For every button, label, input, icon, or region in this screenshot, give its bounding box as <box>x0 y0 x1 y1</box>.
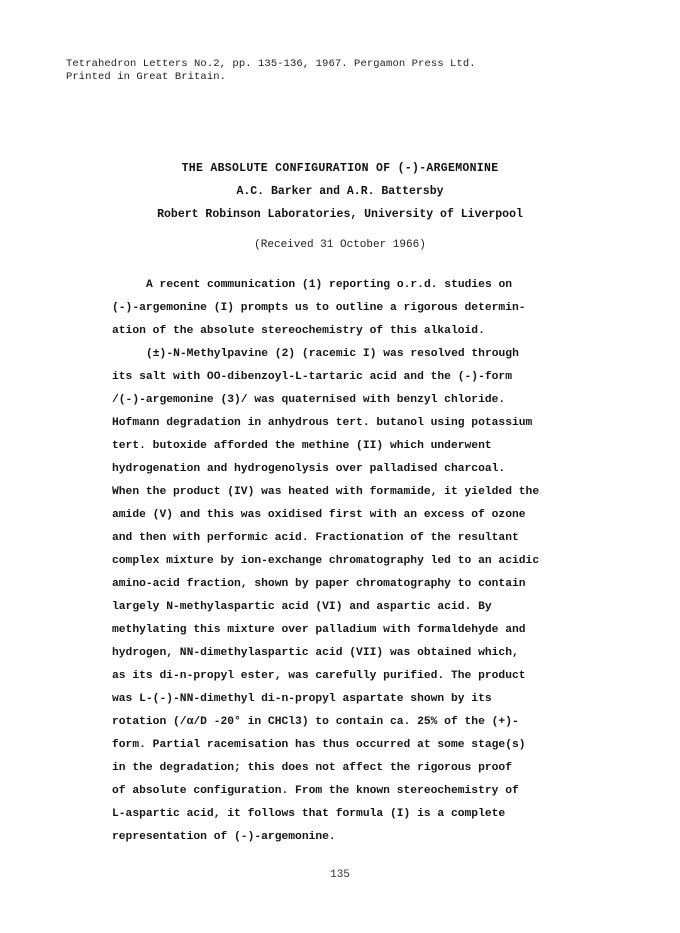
body-line-11: amide (V) and this was oxidised first with an excess of ozone <box>112 509 526 521</box>
body-line-2: (-)-argemonine (I) prompts us to outline a rigorous determin- <box>112 302 526 314</box>
article-authors: A.C. Barker and A.R. Battersby <box>236 185 444 198</box>
journal-citation: Tetrahedron Letters No.2, pp. 135-136, 1967. Pergamon Press Ltd. <box>66 58 476 70</box>
body-line-21: form. Partial racemisation has thus occurred at some stage(s) <box>112 739 526 751</box>
body-line-14: amino-acid fraction, shown by paper chromatography to contain <box>112 578 526 590</box>
body-line-23: of absolute configuration. From the known stereochemistry of <box>112 785 519 797</box>
body-line-25: representation of (-)-argemonine. <box>112 831 336 843</box>
page-number: 135 <box>330 869 350 881</box>
body-line-1: A recent communication (1) reporting o.r.d. studies on <box>146 279 513 291</box>
body-line-9: hydrogenation and hydrogenolysis over palladised charcoal. <box>112 463 506 475</box>
body-line-6: /(-)-argemonine (3)/ was quaternised with benzyl chloride. <box>112 394 506 406</box>
printed-in-line: Printed in Great Britain. <box>66 71 227 83</box>
body-line-15: largely N-methylaspartic acid (VI) and aspartic acid. By <box>112 601 492 613</box>
article-affiliation: Robert Robinson Laboratories, University of Liverpool <box>157 208 523 221</box>
body-line-3: ation of the absolute stereochemistry of this alkaloid. <box>112 325 485 337</box>
body-line-13: complex mixture by ion-exchange chromatography led to an acidic <box>112 555 540 567</box>
body-line-17: hydrogen, NN-dimethylaspartic acid (VII) was obtained which, <box>112 647 519 659</box>
body-line-18: as its di-n-propyl ester, was carefully purified. The product <box>112 670 526 682</box>
body-line-10: When the product (IV) was heated with formamide, it yielded the <box>112 486 540 498</box>
body-line-8: tert. butoxide afforded the methine (II) which underwent <box>112 440 492 452</box>
body-line-16: methylating this mixture over palladium with formaldehyde and <box>112 624 526 636</box>
body-line-19: was L-(-)-NN-dimethyl di-n-propyl aspartate shown by its <box>112 693 492 705</box>
received-date: (Received 31 October 1966) <box>254 239 426 251</box>
body-line-20: rotation (/α/D -20° in CHCl3) to contain ca. 25% of the (+)- <box>112 716 519 728</box>
body-line-4: (±)-N-Methylpavine (2) (racemic I) was resolved through <box>146 348 519 360</box>
article-title: THE ABSOLUTE CONFIGURATION OF (-)-ARGEMONINE <box>181 162 499 175</box>
body-line-22: in the degradation; this does not affect the rigorous proof <box>112 762 512 774</box>
body-line-7: Hofmann degradation in anhydrous tert. butanol using potassium <box>112 417 533 429</box>
body-line-12: and then with performic acid. Fractionation of the resultant <box>112 532 519 544</box>
body-line-5: its salt with OO-dibenzoyl-L-tartaric acid and the (-)-form <box>112 371 512 383</box>
body-line-24: L-aspartic acid, it follows that formula (I) is a complete <box>112 808 506 820</box>
